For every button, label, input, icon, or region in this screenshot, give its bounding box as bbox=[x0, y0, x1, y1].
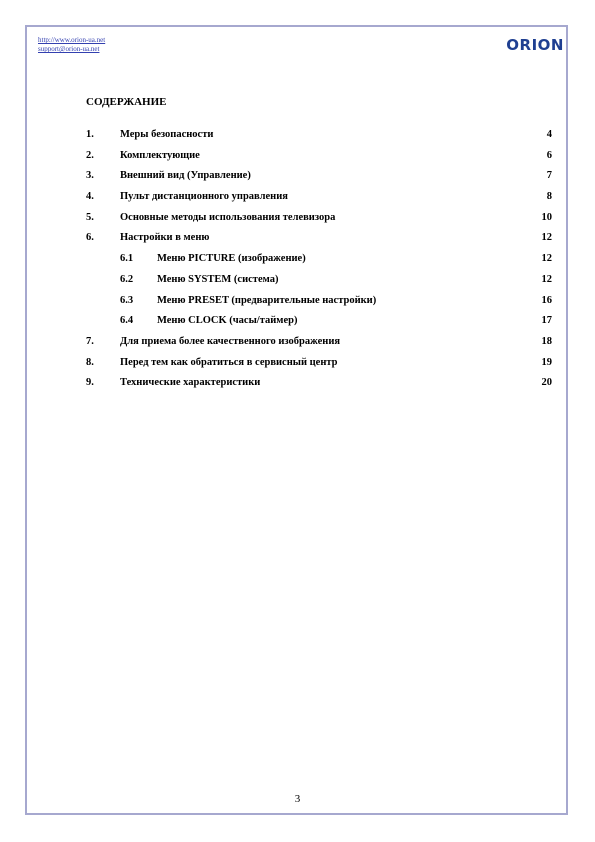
toc-entry-label: Меры безопасности bbox=[120, 129, 214, 140]
toc-entry-page: 12 bbox=[541, 273, 552, 285]
toc-entry-number: 6.3 bbox=[120, 294, 134, 306]
toc-entry bbox=[86, 231, 552, 252]
toc-entry-number: 6.2 bbox=[120, 273, 134, 285]
email-link[interactable]: support@orion-ua.net bbox=[38, 45, 100, 53]
toc-entry-number: 8. bbox=[86, 356, 94, 368]
toc-entry-page: 12 bbox=[541, 253, 552, 265]
toc-entry-number: 9. bbox=[86, 377, 94, 389]
toc-entry-page: 7 bbox=[546, 170, 552, 182]
toc-entry bbox=[86, 211, 552, 232]
toc-entry-page: 20 bbox=[541, 377, 552, 389]
toc-entry bbox=[86, 356, 552, 377]
toc-entry-page: 8 bbox=[546, 191, 552, 203]
toc-subentry bbox=[86, 294, 552, 315]
toc-entry-label: Меню PICTURE (изображение) bbox=[157, 253, 306, 265]
website-link[interactable]: http://www.orion-ua.net bbox=[38, 36, 106, 44]
toc-entry bbox=[86, 335, 552, 356]
toc-title: СОДЕРЖАНИЕ bbox=[86, 96, 167, 108]
orion-logo: ORION bbox=[506, 36, 564, 54]
toc-entry-page: 12 bbox=[541, 232, 552, 244]
toc-entry bbox=[86, 190, 552, 211]
toc-entry-label: Меню PRESET (предварительные настройки) bbox=[157, 294, 377, 306]
page-number: 3 bbox=[294, 793, 301, 805]
toc-entry-label: Основные методы использования телевизора bbox=[120, 211, 336, 223]
toc-entry-label: Меню CLOCK (часы/таймер) bbox=[157, 315, 298, 327]
toc-entry-label: Пульт дистанционного управления bbox=[120, 191, 288, 203]
toc-entry-page: 17 bbox=[541, 315, 552, 327]
toc-entry-number: 4. bbox=[86, 191, 94, 203]
toc-entry bbox=[86, 128, 552, 149]
toc-entry-number: 3. bbox=[86, 170, 94, 182]
toc-entry-label: Перед тем как обратиться в сервисный центр bbox=[120, 356, 338, 368]
toc-entry-number: 6.1 bbox=[120, 253, 134, 265]
toc-entry-label: Внешний вид (Управление) bbox=[120, 170, 251, 182]
toc-entry-page: 10 bbox=[541, 211, 552, 223]
toc-subentry bbox=[86, 273, 552, 294]
toc-entry-page: 18 bbox=[541, 335, 552, 347]
toc-entry-page: 16 bbox=[541, 294, 552, 306]
table-of-contents bbox=[86, 128, 552, 397]
toc-entry-number: 7. bbox=[86, 335, 94, 347]
header-contact-links bbox=[38, 36, 105, 54]
toc-subentry bbox=[86, 252, 552, 273]
toc-entry-number: 2. bbox=[86, 149, 94, 161]
toc-entry-page: 4 bbox=[546, 129, 552, 140]
toc-entry bbox=[86, 149, 552, 170]
toc-entry-number: 6. bbox=[86, 232, 94, 244]
toc-entry-label: Настройки в меню bbox=[120, 232, 210, 244]
toc-entry-page: 19 bbox=[541, 356, 552, 368]
toc-entry-label: Комплектующие bbox=[120, 149, 200, 161]
toc-entry-number: 1. bbox=[86, 129, 94, 140]
toc-subentry bbox=[86, 314, 552, 335]
toc-entry bbox=[86, 376, 552, 397]
toc-entry-number: 5. bbox=[86, 211, 94, 223]
toc-entry-number: 6.4 bbox=[120, 315, 134, 327]
toc-entry-label: Меню SYSTEM (система) bbox=[157, 273, 279, 285]
toc-entry-page: 6 bbox=[546, 149, 552, 161]
toc-entry-label: Технические характеристики bbox=[120, 377, 261, 389]
toc-entry bbox=[86, 169, 552, 190]
toc-entry-label: Для приема более качественного изображения bbox=[120, 335, 341, 347]
